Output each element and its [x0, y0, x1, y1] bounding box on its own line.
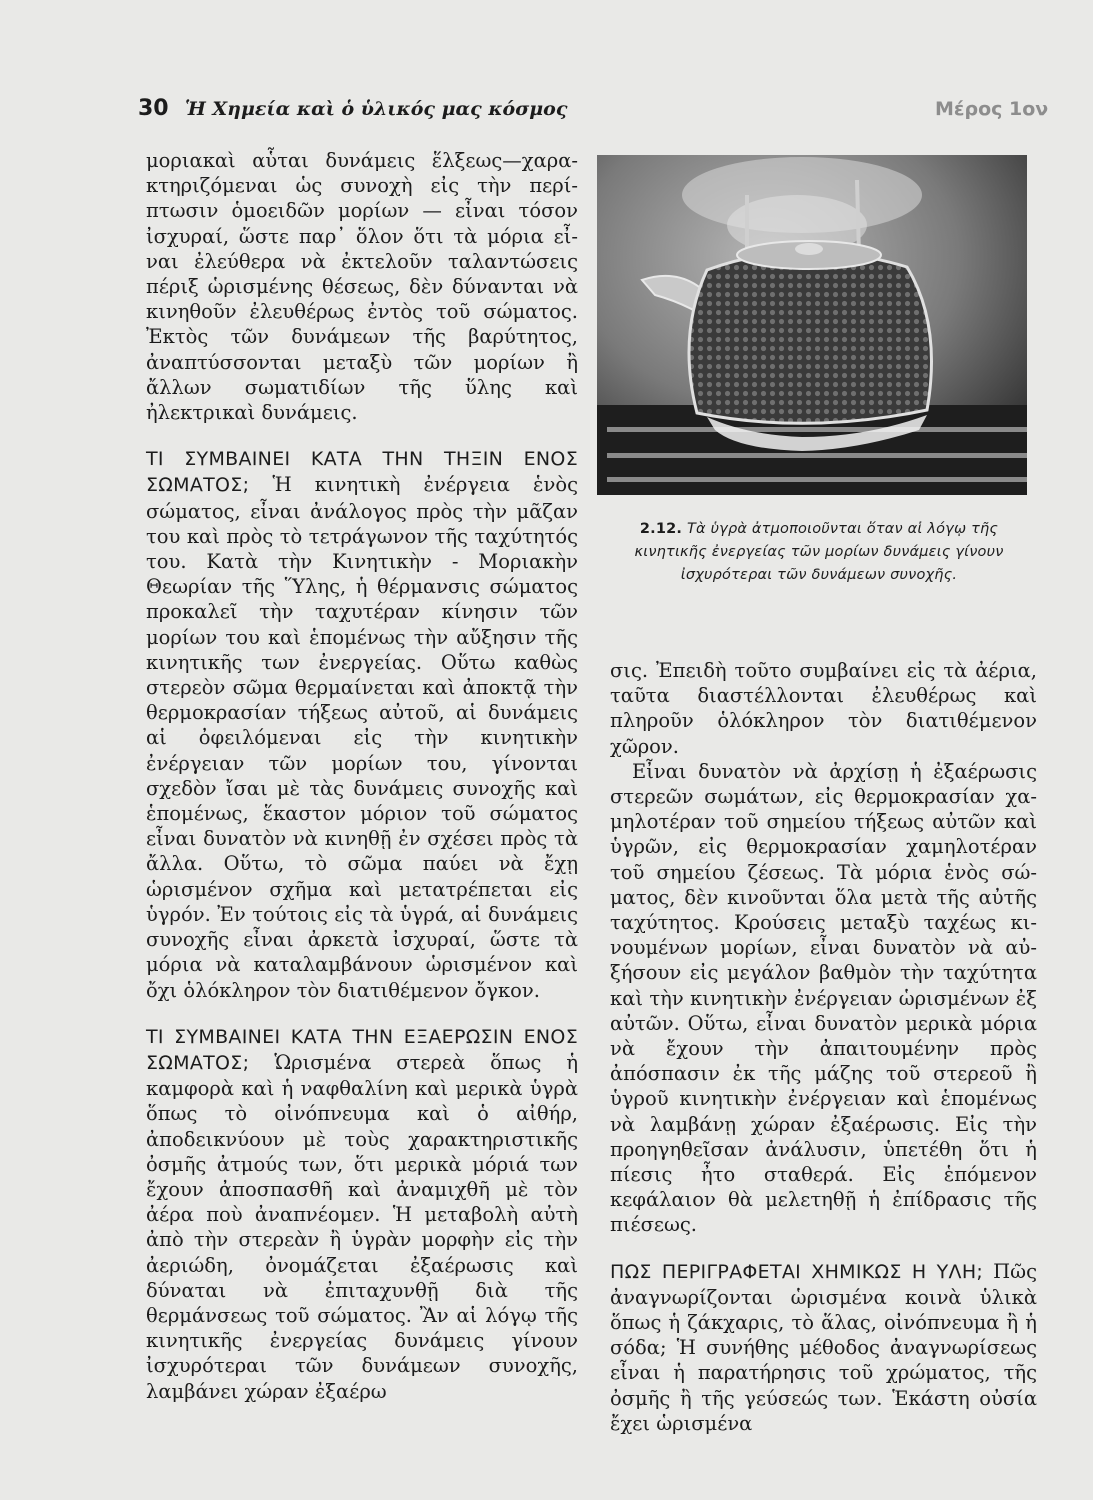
right-paragraph-2: Εἶναι δυνατὸν νὰ ἀρχίσῃ ἡ ἐξαέρωσις στερεῶν σωμάτων, εἰς θερμοκρασίαν χαμηλοτέραν τοῦ σημείου τήξεως αὐτῶν καὶ ὑγρῶν, εἰς θερμοκρασίαν χαμηλοτέραν τοῦ σημείου ζέσεως. Τὰ μόρια ἑνὸς σώματος, δὲν κινοῦνται ὅλα μετὰ τῆς αὐτῆς ταχύτητος. Κρούσεις μεταξὺ ταχέως κινουμένων μορίων, εἶναι δυνατὸν νὰ αὐξήσουν εἰς μεγάλον βαθμὸν τὴν ταχύτητα καὶ τὴν κινητικὴν ἐνέργειαν ὡρισμένων ἐξ αὐτῶν. Οὕτω, εἶναι δυνατὸν μερικὰ μόρια νὰ ἔχουν τὴν ἀπαιτουμένην πρὸς ἀπόσπασιν ἐκ τῆς μάζης τοῦ στερεοῦ ἢ ὑγροῦ κινητικὴν ἐνέργειαν καὶ ἑπομένως νὰ λαμβάνῃ χώραν ἐξαέρωσις. Εἰς τὴν προηγηθεῖσαν ἀνάλυσιν, ὑπετέθη ὅτι ἡ πίεσις ἦτο σταθερά. Εἰς ἑπόμενον κεφάλαιον θὰ μελετηθῇ ἡ ἐπίδρασις τῆς πιέσεως. [610, 759, 1037, 1237]
figure-caption-text: Τὰ ὑγρὰ ἀτμοποιοῦνται ὅταν αἱ λόγῳ τῆς κινητικῆς ἐνεργείας τῶν μορίων δυνάμεις γίνουν ἰσχυρότεραι τῶν δυνάμεων συνοχῆς. [634, 521, 1004, 583]
section-body-chemical-description: Πῶς ἀναγνωρίζονται ὡρισμένα κοινὰ ὑλικὰ ὅπως ἡ ζάκχαρις, τὸ ἅλας, οἰνόπνευμα ἢ ἡ σόδα; Ἡ συνήθης μέθοδος ἀναγνωρίσεως εἶναι ἡ παρατήρησις τοῦ χρώματος, τῆς ὀσμῆς ἢ τῆς γεύσεώς των. Ἑκάστη οὐσία ἔχει ὡρισμένα [610, 1259, 1037, 1435]
figure-number: 2.12. [639, 521, 683, 537]
running-title: Ἡ Χημεία καὶ ὁ ὑλικός μας κόσμος [185, 98, 568, 120]
figure-caption [604, 518, 1034, 587]
section-body-tixis: Ἡ κινητικὴ ἐνέργεια ἑνὸς σώματος, εἶναι ἀνάλογος πρὸς τὴν μᾶζαν του καὶ πρὸς τὸ τετράγωνον τῆς ταχύτητός του. Κατὰ τὴν Κινητικὴν - Μοριακὴν Θεωρίαν τῆς Ὕλης, ἡ θέρμανσις σώματος προκαλεῖ τὴν ταχυτέραν κίνησιν τῶν μορίων του καὶ ἑπομένως τὴν αὔξησιν τῆς κινητικῆς των ἐνεργείας. Οὕτω καθὼς στερεὸν σῶμα θερμαίνεται καὶ ἀποκτᾷ τὴν θερμοκρασίαν τήξεως αὐτοῦ, αἱ δυνάμεις αἱ ὀφειλόμεναι εἰς τὴν κινητικὴν ἐνέργειαν τῶν μορίων του, γίνονται σχεδὸν ἴσαι μὲ τὰς δυνάμεις συνοχῆς καὶ ἑπομένως, ἕκαστον μόριον τοῦ σώματος εἶναι δυνατὸν νὰ κινηθῇ ἐν σχέσει πρὸς τὰ ἄλλα. Οὕτω, τὸ σῶμα παύει νὰ ἔχῃ ὡρισμένον σχῆμα καὶ μετατρέπεται εἰς ὑγρόν. Ἐν τούτοις εἰς τὰ ὑγρά, αἱ δυνάμεις συνοχῆς εἶναι ἀρκετὰ ἰσχυραί, ὥστε τὰ μόρια νὰ καταλαμβάνουν ὡρισμένον καὶ ὄχι ὁλόκληρον τὸν διατιθέμενον ὄγκον. [146, 473, 578, 1002]
section-chemical-description [610, 1259, 1037, 1436]
part-label: Μέρος 1ον [935, 98, 1049, 120]
section-heading-tixis: ΤΙ ΣΥΜΒΑΙΝΕΙ ΚΑΤΑ ΤΗΝ ΤΗΞΙΝ ΕΝΟΣ ΣΩΜΑΤΟΣ; [146, 448, 578, 497]
section-heading-chemical-description: ΠΩΣ ΠΕΡΙΓΡΑΦΕΤΑΙ ΧΗΜΙΚΩΣ Η ΥΛΗ; [610, 1260, 984, 1283]
left-column [146, 148, 578, 1404]
section-body-exaerosis: Ὡρισμένα στερεὰ ὅπως ἡ καμφορὰ καὶ ἡ ναφθαλίνη καὶ μερικὰ ὑγρὰ ὅπως τὸ οἰνόπνευμα καὶ ὁ αἰθήρ, ἀποδεικνύουν μὲ τοὺς χαρακτηριστικῆς ὀσμῆς ἀτμούς των, ὅτι μερικὰ μόριά των ἔχουν ἀποσπασθῆ καὶ ἀναμιχθῆ μὲ τὸν ἀέρα ποὺ ἀναπνέομεν. Ἡ μεταβολὴ αὐτὴ ἀπὸ τὴν στερεὰν ἢ ὑγρὰν μορφὴν εἰς τὴν ἀεριώδη, ὀνομάζεται ἐξαέρωσις καὶ δύναται νὰ ἐπιταχυνθῇ διὰ τῆς θερμάνσεως τοῦ σώματος. Ἂν αἱ λόγῳ τῆς κινητικῆς ἐνεργείας δυνάμεις γίνουν ἰσχυρότεραι τῶν δυνάμεων συνοχῆς, λαμβάνει χώραν ἐξαέρω [146, 1050, 579, 1403]
left-paragraph-1: μοριακαὶ αὗται δυνάμεις ἕλξεως—χαρακτηριζόμεναι ὡς συνοχὴ εἰς τὴν περίπτωσιν ὁμοειδῶν μορίων — εἶναι τόσον ἰσχυραί, ὥστε παρ᾽ ὅλον ὅτι τὰ μόρια εἶναι ἐλεύθερα νὰ ἐκτελοῦν ταλαντώσεις πέριξ ὡρισμένης θέσεως, δὲν δύνανται νὰ κινηθοῦν ἐλευθέρως ἐντὸς τοῦ σώματος. Ἐκτὸς τῶν δυνάμεων τῆς βαρύτητος, ἀναπτύσσονται μεταξὺ τῶν μορίων ἢ ἄλλων σωματιδίων τῆς ὕλης καὶ ἠλεκτρικαὶ δυνάμεις. [146, 149, 578, 425]
section-heading-exaerosis: ΤΙ ΣΥΜΒΑΙΝΕΙ ΚΑΤΑ ΤΗΝ ΕΞΑΕΡΩΣΙΝ ΕΝΟΣ ΣΩΜΑΤΟΣ; [146, 1025, 578, 1074]
right-column [610, 658, 1037, 1436]
kettle-illustration [597, 155, 1027, 495]
section-tixis [146, 446, 578, 1002]
right-paragraph-1: σις. Ἐπειδὴ τοῦτο συμβαίνει εἰς τὰ ἀέρια, ταῦτα διαστέλλονται ἐλευθέρως καὶ πληροῦν ὁλόκληρον τὸν διατιθέμενον χῶρον. [610, 659, 1037, 758]
boiling-kettle-photo [597, 155, 1027, 495]
page-number: 30 [138, 96, 169, 121]
section-exaerosis [146, 1024, 578, 1404]
